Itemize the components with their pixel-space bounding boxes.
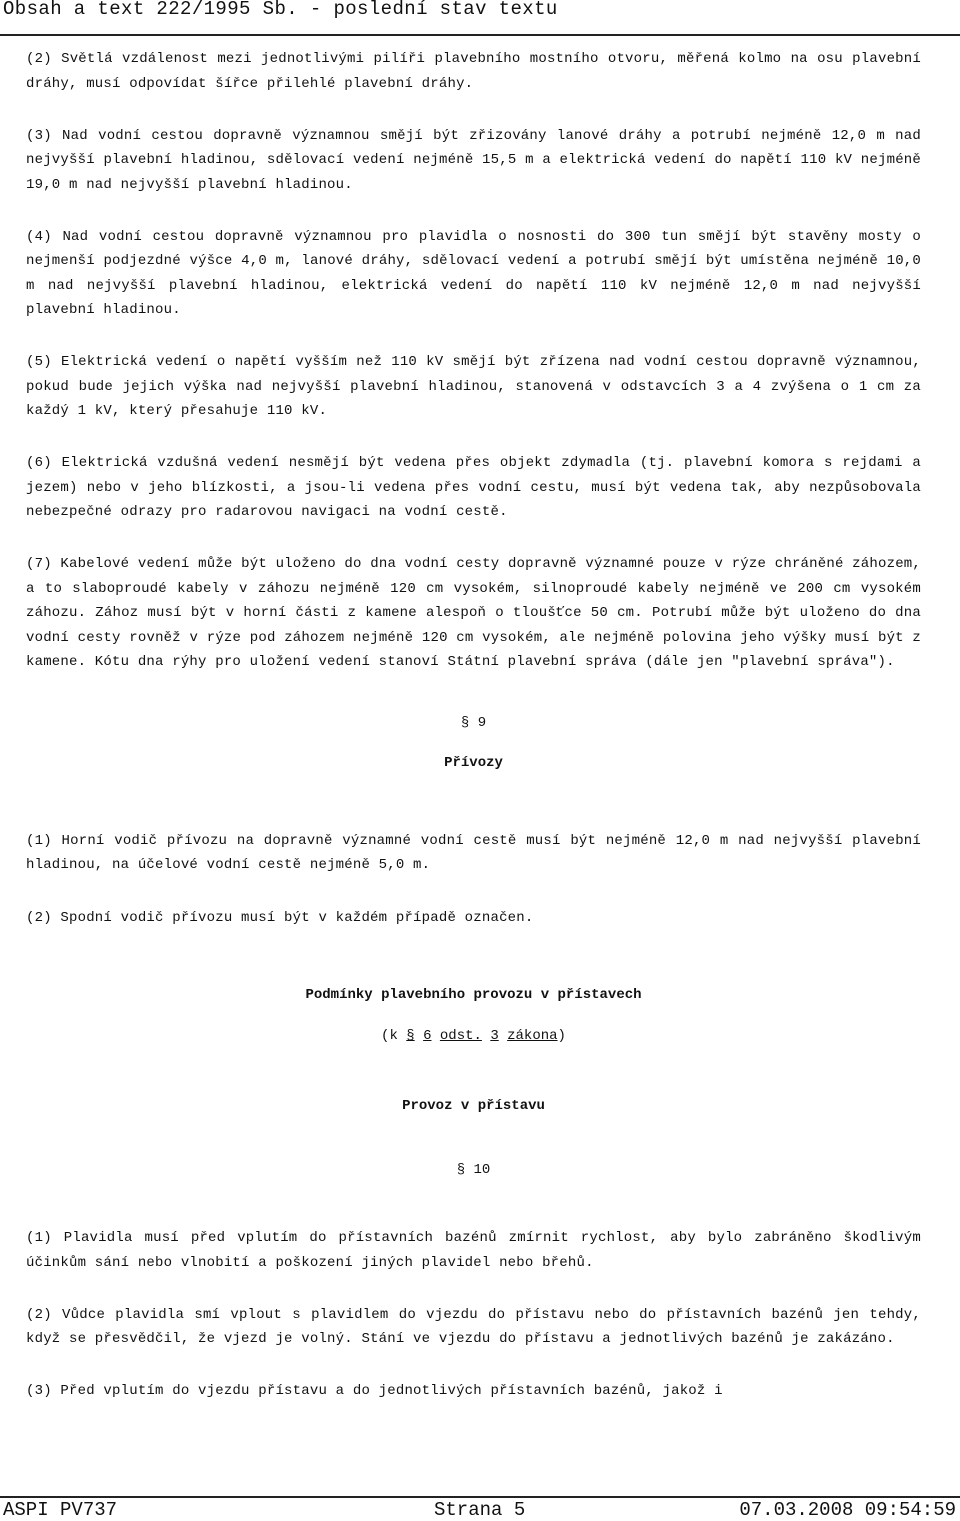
paragraph-8-7: (7) Kabelové vedení může být uloženo do dna vodní cesty dopravně významné pouze v rýze chráněné záhozem, a to slaboproudé kabely v záhozu nejméně 120 cm vysokém, silnoproudé kabely nejméně ve 200 cm vysokém záhozu. Zához musí být v horní části z kamene alespoň o tloušťce 50 cm. Potrubí může být uloženo do dna vodní cesty rovněž v rýze pod záhozem nejméně 120 cm vysokém, ale nejméně polovina jeho výšky musí být z kamene. Kótu dna rýhy pro uložení vedení stanoví Státní plavební správa (dále jen "plavební správa"). xyxy=(26,556,921,670)
footer-source: ASPI PV737 xyxy=(3,1499,118,1521)
heading-port-conditions: Podmínky plavebního provozu v přístavech xyxy=(305,987,642,1003)
ref-link-number[interactable]: 6 xyxy=(423,1028,432,1044)
paragraph-8-6: (6) Elektrická vzdušná vedení nesmějí být vedena přes objekt zdymadla (tj. plavební komora s rejdami a jezem) nebo v jeho blízkosti, a jsou-li vedena přes vodní cestu, musí být vedena tak, aby nezpůsobovala nebezpečné odrazy pro radarovou navigaci na vodní cestě. xyxy=(26,455,921,520)
ref-link-section[interactable]: § xyxy=(406,1028,415,1044)
section-9-title: Přívozy xyxy=(444,754,503,771)
paragraph-8-5: (5) Elektrická vedení o napětí vyšším než 110 kV smějí být zřízena nad vodní cestou dopravně významnou, pokud bude jejich výška nad nejvyšší plavební hladinou, stanovená v odstavcích 3 a 4 zvýšena o 1 cm za každý 1 kV, který přesahuje 110 kV. xyxy=(26,354,921,419)
paragraph-8-4: (4) Nad vodní cestou dopravně významnou pro plavidla o nosnosti do 300 tun smějí být stavěny mosty o nejmenší podjezdné výšce 4,0 m, lanové dráhy, sdělovací vedení a potrubí smějí být umístěna nejméně 10,0 m nad nejvyšší plavební hladinou, elektrická vedení do napětí 110 kV nejméně 12,0 m nad nejvyšší plavební hladinou. xyxy=(26,228,921,318)
paragraph-8-3: (3) Nad vodní cestou dopravně významnou smějí být zřizovány lanové dráhy a potrubí nejméně 12,0 m nad nejvyšší plavební hladinou, sdělovací vedení nejméně 15,5 m a elektrická vedení do napětí 110 kV nejméně 19,0 m nad nejvyšší plavební hladinou. xyxy=(26,127,921,193)
section-9-mark: § 9 xyxy=(460,714,487,731)
heading-law-reference xyxy=(26,1024,921,1048)
paragraph-10-2: (2) Vůdce plavidla smí vplout s plavidlem do vjezdu do přístavu nebo do přístavních bazénů jen tehdy, když se přesvědčil, že vjezd je volný. Stání ve vjezdu do přístavu a jednotlivých bazénů je zakázáno. xyxy=(26,1306,921,1347)
ref-open: (k xyxy=(381,1028,398,1044)
footer-divider xyxy=(0,1496,960,1498)
paragraph-8-2: (2) Světlá vzdálenost mezi jednotlivými pilíři plavebního mostního otvoru, měřená kolmo na osu plavební dráhy, musí odpovídat šířce přilehlé plavební dráhy. xyxy=(26,51,921,92)
heading-port-operation: Provoz v přístavu xyxy=(402,1098,545,1114)
paragraph-9-1: (1) Horní vodič přívozu na dopravně významné vodní cestě musí být nejméně 12,0 m nad nejvyšší plavební hladinou, na účelové vodní cestě nejméně 5,0 m. xyxy=(26,832,921,873)
paragraph-10-3: (3) Před vplutím do vjezdu přístavu a do jednotlivých přístavních bazénů, jakož i xyxy=(26,1383,723,1399)
paragraph-10-1: (1) Plavidla musí před vplutím do přístavních bazénů zmírnit rychlost, aby bylo zabráněno škodlivým účinkům sání nebo vlnobití a poškození jiných plavidel nebo břehů. xyxy=(26,1230,921,1271)
paragraph-9-2: (2) Spodní vodič přívozu musí být v každém případě označen. xyxy=(26,909,534,926)
section-10-mark: § 10 xyxy=(456,1162,491,1178)
footer-page-number: Strana 5 xyxy=(434,1499,526,1521)
page-header-title: Obsah a text 222/1995 Sb. - poslední stav textu xyxy=(3,0,558,20)
ref-link-law[interactable]: zákona xyxy=(507,1028,558,1044)
document-body xyxy=(26,47,921,1404)
header-divider xyxy=(0,34,960,36)
page-footer xyxy=(0,1499,960,1521)
footer-timestamp: 07.03.2008 09:54:59 xyxy=(739,1499,956,1521)
ref-link-paragraph[interactable]: 3 xyxy=(490,1028,499,1044)
ref-link-odst[interactable]: odst. xyxy=(439,1028,482,1044)
ref-close: ) xyxy=(557,1028,566,1044)
